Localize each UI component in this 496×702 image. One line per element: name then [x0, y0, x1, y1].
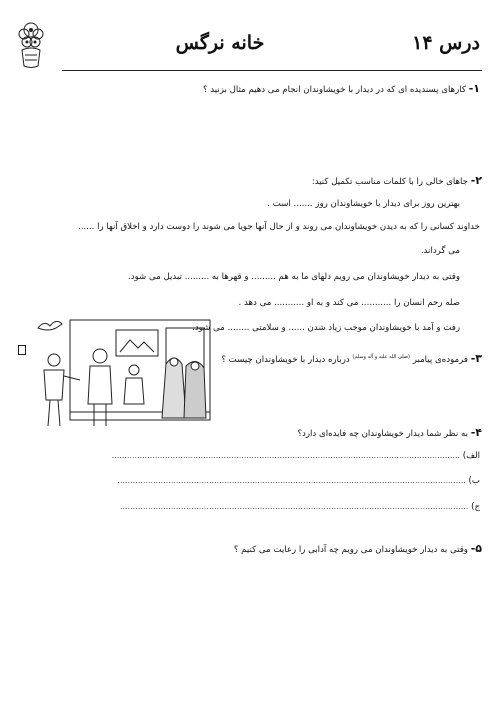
- option-label: الف): [462, 451, 480, 461]
- fill-blank-line: می گرداند.: [420, 246, 460, 256]
- question-number: ۴-: [470, 426, 482, 439]
- answer-line: [10, 451, 480, 461]
- fill-blank-line: بهترین روز برای دیدار با خویشاوندان روز ....... است .: [267, 199, 460, 209]
- fill-blank-line: رفت و آمد با خویشاوندان موجب زیاد شدن ...... و سلامتی ........ می شود.: [192, 323, 460, 333]
- lesson-number: درس ۱۴: [412, 32, 480, 54]
- fill-blank-line: صله رحم انسان را ........... می کند و به او ........... می دهد .: [238, 298, 460, 308]
- logo-emblem: [14, 20, 48, 70]
- question-text: کارهای پسندیده ای که در دیدار با خویشاوندان انجام می دهیم مثال بزنید ؟: [202, 85, 466, 95]
- answer-dots[interactable]: .........................................................................................................................................: [111, 451, 460, 460]
- option-label: ب): [468, 476, 480, 486]
- question-text: وقتی به دیدار خویشاوندان می رویم چه آدابی را رعایت می کنیم ؟: [233, 545, 468, 555]
- honorific: (صلی الله علیه و آله وسلم): [352, 354, 410, 361]
- page-title: خانه نرگس: [175, 32, 265, 54]
- question-text: به نظر شما دیدار خویشاوندان چه فایده‌ای دارد؟: [297, 429, 468, 439]
- question-text: جاهای خالی را با کلمات مناسب تکمیل کنید:: [311, 177, 468, 187]
- question-3: [221, 352, 482, 365]
- question-text-start: فرموده‌ی پیامبر: [412, 355, 468, 365]
- fill-blank-line: خداوند کسانی را که به دیدن خویشاوندان می روند و از حال آنها جویا می شوند را دوست دارد و اخلاق آنها را ......: [77, 222, 480, 232]
- question-number: ۱-: [468, 82, 480, 95]
- flower-vase-icon: [14, 20, 48, 70]
- answer-line: [10, 502, 480, 512]
- question-4: [298, 426, 483, 439]
- question-1: [203, 82, 480, 95]
- header-divider: [62, 70, 482, 71]
- question-number: ۲-: [470, 174, 482, 187]
- question-2: [312, 174, 482, 187]
- bookmark-icon: [18, 345, 26, 355]
- family-visit-illustration: [16, 300, 216, 430]
- answer-dots[interactable]: .........................................................................................................................................: [119, 502, 469, 511]
- fill-blank-line: وقتی به دیدار خویشاوندان می رویم دلهای ما به هم ......... و قهرها به ......... تبدیل می شود.: [128, 272, 460, 282]
- answer-dots[interactable]: .........................................................................................................................................: [117, 476, 466, 485]
- answer-line: [10, 476, 480, 486]
- option-label: ج): [471, 502, 480, 512]
- question-5: [234, 542, 482, 555]
- question-text-end: درباره دیدار با خویشاوندان چیست ؟: [221, 355, 350, 365]
- question-number: ۵-: [470, 542, 482, 555]
- question-number: ۳-: [470, 352, 482, 365]
